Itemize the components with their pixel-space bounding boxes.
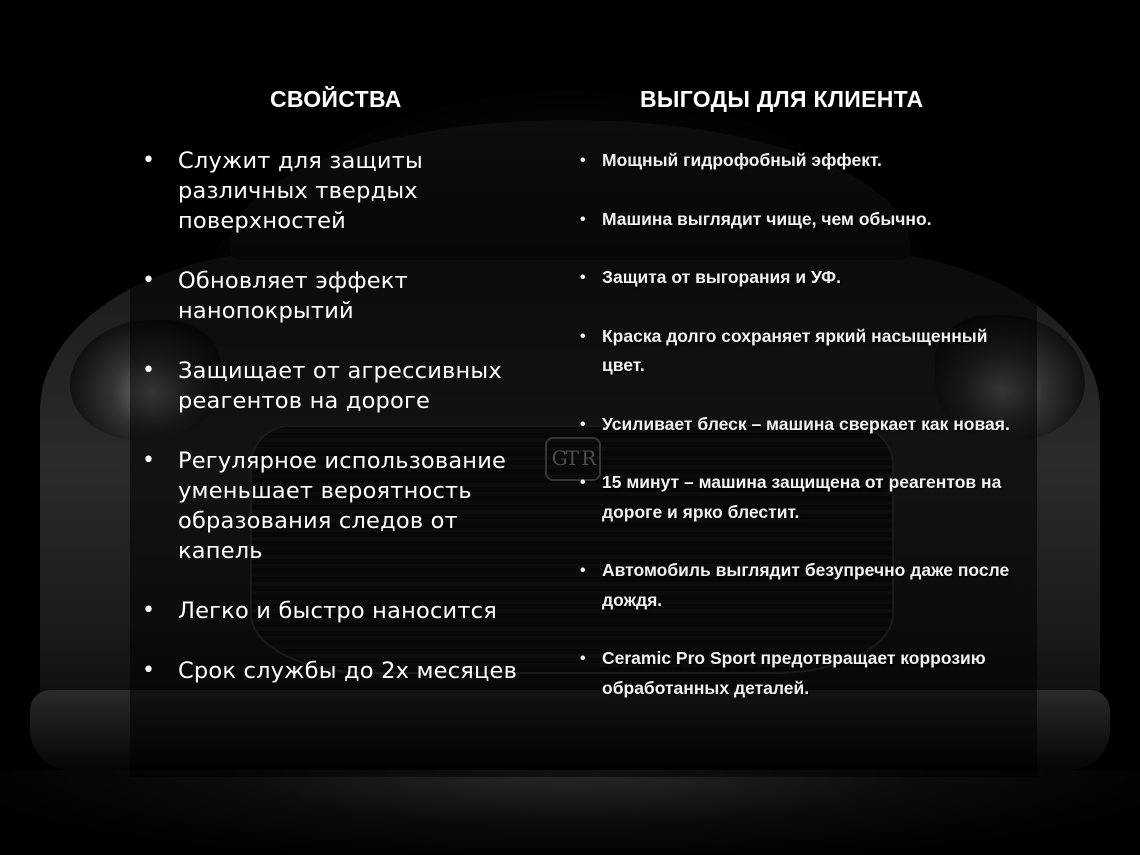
floor-reflection — [0, 770, 1140, 855]
list-item: • Регулярное использование уменьшает вероятность образования следов от капель — [140, 446, 540, 566]
list-item: • Машина выглядит чище, чем обычно. — [578, 205, 1018, 235]
properties-list — [140, 146, 540, 716]
properties-heading: СВОЙСТВА — [270, 86, 402, 112]
list-item: • Усиливает блеск – машина сверкает как новая. — [578, 410, 1018, 440]
list-item: • Защищает от агрессивных реагентов на дороге — [140, 356, 540, 416]
list-item: • Срок службы до 2х месяцев — [140, 656, 540, 686]
benefits-heading: ВЫГОДЫ ДЛЯ КЛИЕНТА — [640, 86, 924, 112]
list-item: • 15 минут – машина защищена от реагентов на дороге и ярко блестит. — [578, 468, 1018, 527]
list-item: • Служит для защиты различных твердых поверхностей — [140, 146, 540, 236]
list-item: • Автомобиль выглядит безупречно даже после дождя. — [578, 556, 1018, 615]
list-item: • Мощный гидрофобный эффект. — [578, 146, 1018, 176]
list-item: • Обновляет эффект нанопокрытий — [140, 266, 540, 326]
list-item: • Ceramic Pro Sport предотвращает коррозию обработанных деталей. — [578, 644, 1018, 703]
benefits-list — [578, 146, 1018, 732]
list-item: • Краска долго сохраняет яркий насыщенный цвет. — [578, 322, 1018, 381]
list-item: • Легко и быстро наносится — [140, 596, 540, 626]
list-item: • Защита от выгорания и УФ. — [578, 263, 1018, 293]
